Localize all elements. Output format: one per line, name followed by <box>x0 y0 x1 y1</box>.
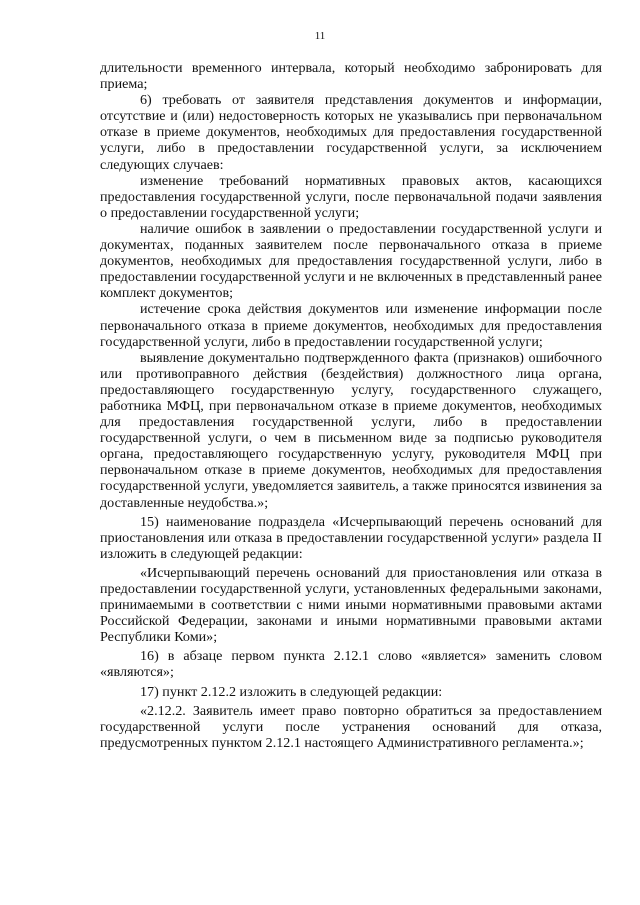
paragraph: «Исчерпывающий перечень оснований для приостановления или отказа в предоставлении государственной услуги, установленных федеральными законами, принимаемыми в соответствии с ними иными нормативными правовыми актами Российской Федерации, законами и иными нормативными правовыми актами Республики Коми»; <box>100 564 602 646</box>
paragraph: «2.12.2. Заявитель имеет право повторно обратиться за предоставлением государственной услуги после устранения оснований для отказа, предусмотренных пунктом 2.12.1 настоящего Административного регламента.»; <box>100 702 602 751</box>
paragraph: 15) наименование подраздела «Исчерпывающий перечень оснований для приостановления или отказа в предоставлении государственной услуги» раздела II изложить в следующей редакции: <box>100 513 602 562</box>
paragraph: изменение требований нормативных правовых актов, касающихся предоставления государственной услуги, после первоначальной подачи заявления о предоставлении государственной услуги; <box>100 172 602 221</box>
paragraph: выявление документально подтвержденного факта (признаков) ошибочного или противоправного действия (бездействия) должностного лица органа, предоставляющего государственную услугу, государственного служащего, работника МФЦ, при первоначальном отказе в приеме документов, необходимых для предоставления государственной услуги, либо в предоставлении государственной услуги, о чем в письменном виде за подписью руководителя органа, предоставляющего государственную услугу, руководителя МФЦ при первоначальном отказе в приеме документов, необходимых для предоставления государственной услуги, уведомляется заявитель, а также приносятся извинения за доставленные неудобства.»; <box>100 349 602 511</box>
paragraph: 17) пункт 2.12.2 изложить в следующей редакции: <box>140 683 443 700</box>
paragraph: 16) в абзаце первом пункта 2.12.1 слово «является» заменить словом «являются»; <box>100 648 602 681</box>
paragraph: 6) требовать от заявителя представления документов и информации, отсутствие и (или) недостоверность которых не указывались при первоначальном отказе в приеме документов, необходимых для предоставления государственной услуги, либо в предоставлении государственной услуги, за исключением следующих случаев: <box>100 92 602 173</box>
page-number: 11 <box>314 30 326 42</box>
paragraph: истечение срока действия документов или изменение информации после первоначального отказа в приеме документов, необходимых для предоставления государственной услуги, либо в предоставлении государственной услуги; <box>100 301 602 350</box>
document-body <box>100 60 602 751</box>
paragraph: длительности временного интервала, который необходимо забронировать для приема; <box>100 60 602 93</box>
paragraph: наличие ошибок в заявлении о предоставлении государственной услуги и документах, поданных заявителем после первоначального отказа в приеме документов, необходимых для предоставления государственной услуги, либо в предоставлении государственной услуги и не включенных в представленный ранее комплект документов; <box>100 220 602 302</box>
